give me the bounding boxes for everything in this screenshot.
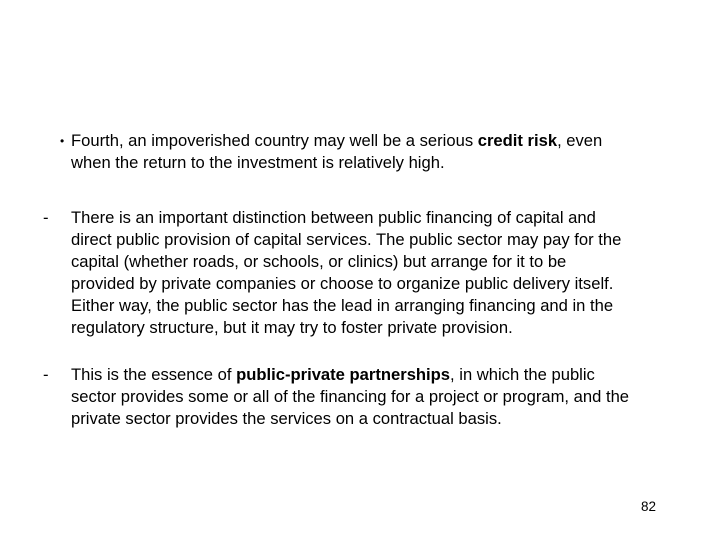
public-private-partnerships-term: public-private partnerships (236, 365, 451, 384)
bullet-2-line-2: direct public provision of capital services. The public sector may pay for the (71, 230, 622, 249)
bullet-3-line-1 (71, 364, 629, 386)
bullet-2-line-4: provided by private companies or choose to organize public delivery itself. (71, 274, 614, 293)
credit-risk-term: credit risk (477, 131, 558, 150)
bullet-3-line-3: private sector provides the services on a contractual basis. (71, 409, 502, 428)
bullet-3-text-post: , in which the public (450, 365, 595, 384)
bullet-2-line-1: There is an important distinction between public financing of capital and (71, 208, 596, 227)
bullet-1-line-1 (71, 130, 602, 152)
bullet-2-line-6: regulatory structure, but it may try to foster private provision. (71, 318, 513, 337)
bullet-1-text-post: , even (557, 131, 603, 150)
bullet-marker-2: - (43, 208, 49, 227)
bullet-3-line-2: sector provides some or all of the financing for a project or program, and the (71, 387, 630, 406)
page-number: 82 (641, 499, 657, 514)
bullet-2-line-3: capital (whether roads, or schools, or clinics) but arrange for it to be (71, 252, 567, 271)
bullet-1-paragraph (71, 130, 602, 174)
bullet-1-text-pre: Fourth, an impoverished country may well be a serious (71, 131, 478, 150)
bullet-marker-1: • (60, 134, 65, 148)
bullet-marker-3: - (43, 365, 49, 384)
bullet-2-line-5: Either way, the public sector has the lead in arranging financing and in the (71, 296, 614, 315)
bullet-3-paragraph (71, 364, 629, 430)
bullet-2-paragraph (71, 207, 621, 339)
bullet-1-line-2: when the return to the investment is relatively high. (71, 153, 445, 172)
bullet-3-text-pre: This is the essence of (71, 365, 237, 384)
